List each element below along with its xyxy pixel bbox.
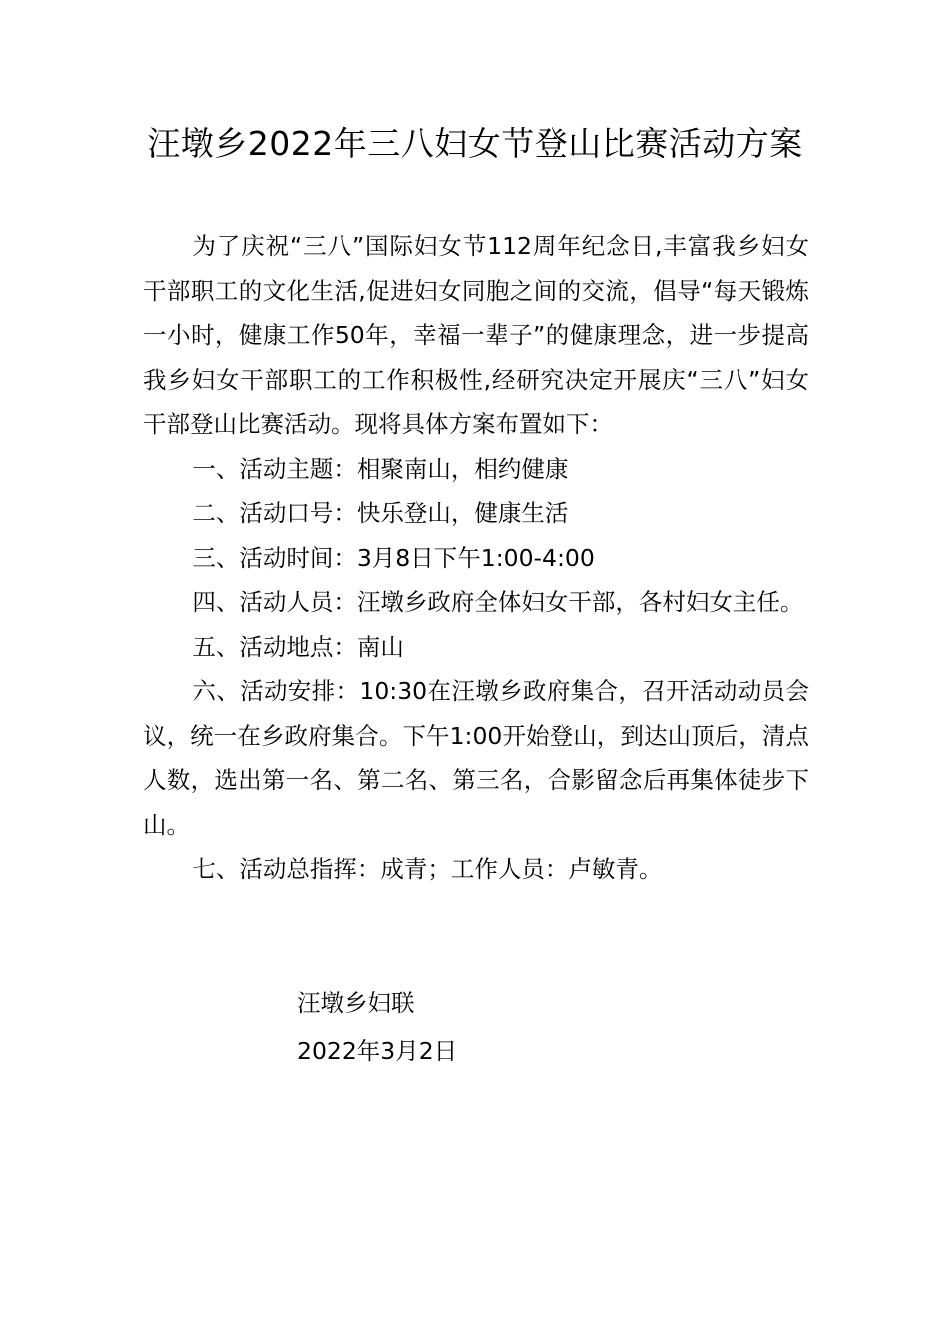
activity-staff: 七、活动总指挥：成青；工作人员：卢敏青。 xyxy=(192,855,663,883)
activity-slogan: 二、活动口号：快乐登山，健康生活 xyxy=(192,499,569,527)
activity-participants: 四、活动人员：汪墩乡政府全体妇女干部，各村妇女主任。 xyxy=(192,588,804,616)
intro-paragraph: 为了庆祝“三八”国际妇女节112周年纪念日,丰富我乡妇女干部职工的文化生活,促进妇女同胞之间的交流，倡导“每天锻炼一小时，健康工作50年，幸福一辈子”的健康理念，进一步提高我乡妇女干部职工的工作积极性,经研究决定开展庆“三八”妇女干部登山比赛活动。现将具体方案布置如下： xyxy=(143,232,809,438)
activity-theme: 一、活动主题：相聚南山，相约健康 xyxy=(192,454,569,483)
activity-location: 五、活动地点：南山 xyxy=(192,632,404,661)
signature-organization: 汪墩乡妇联 xyxy=(297,989,415,1017)
signature-date: 2022年3月2日 xyxy=(297,1037,458,1065)
activity-arrangement: 六、活动安排：10:30在汪墩乡政府集合，召开活动动员会议，统一在乡政府集合。下午1:00开始登山，到达山顶后，清点人数，选出第一名、第二名、第三名，合影留念后再集体徒步下山。 xyxy=(143,677,809,839)
activity-time: 三、活动时间：3月8日下午1:00-4:00 xyxy=(192,543,595,572)
document-title: 汪墩乡2022年三八妇女节登山比赛活动方案 xyxy=(147,124,803,163)
document-body xyxy=(143,224,809,892)
